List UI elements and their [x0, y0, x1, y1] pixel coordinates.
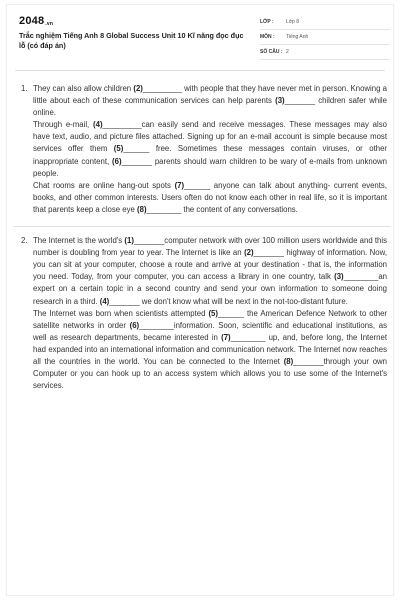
blank-number: (8) [283, 356, 294, 366]
paragraph [33, 180, 387, 216]
meta-row-class [260, 15, 390, 30]
worksheet-page [6, 4, 394, 596]
question-body [33, 235, 387, 392]
paragraph-text: _______ highway of information. Now, you can sit at your computer, choose a route and arrive at your destination - that is, the information you need. Today, from your computer, you can access a library in one country, talk [33, 248, 387, 282]
paragraph-text: _________can easily send and receive messages. These messages may also have text, audio, and picture files attached. Signing up for an e-mail account is simple because most services offer them [33, 120, 387, 154]
question-number: 2. [21, 236, 28, 246]
meta-label: MÔN : [260, 34, 275, 40]
meta-value: Lớp 8 [286, 19, 300, 25]
blank-number: (5) [113, 144, 124, 154]
blank-number: (2) [244, 248, 254, 258]
meta-value: Tiếng Anh [286, 34, 309, 40]
meta-value: 2 [286, 49, 289, 55]
questions-content [21, 83, 387, 392]
paragraph-text: ______ free. Sometimes these messages contain viruses, or other inappropriate content, [33, 144, 387, 166]
paragraph-text: ________information. Soon, scientific and educational institutions, as well as research departments, became interested in [33, 320, 388, 342]
worksheet-header [15, 5, 385, 71]
paragraph [33, 308, 387, 393]
question-body [33, 83, 387, 216]
blank-number: (6) [129, 320, 140, 330]
meta-row-count [260, 45, 390, 60]
paragraph-text: _________ with people that they have never met in person. Knowing a little about each of these communication services can help parents [33, 84, 387, 106]
paragraph-text: _______through your own Computer or you can hook up to an access system which allows you to use some of the Internet's services. [33, 356, 387, 391]
paragraph-text: ______ anyone can talk about anything- current events, books, and other common interests. Users often do not know each other in real life, so it is important that parents keep a close eye [33, 180, 387, 214]
paragraph-text: ________ up, and, before long, the Internet had expanded into an international information and communication network. The Internet now reaches all the countries in the world. You can be connected to the Internet [33, 332, 387, 366]
blank-number: (7) [221, 332, 231, 342]
blank-number: (6) [112, 156, 122, 166]
blank-number: (3) [334, 272, 344, 282]
blank-number: (8) [137, 204, 147, 214]
paragraph-text: The Internet was born when scientists attempted [33, 308, 209, 318]
blank-number: (2) [133, 84, 143, 93]
paragraph-text: Chat rooms are online hang-out spots [33, 180, 175, 190]
paragraph-text: The Internet is the world's [33, 236, 125, 246]
paragraph-text: _______ children safer while online. [33, 96, 387, 118]
question-number: 1. [21, 84, 28, 93]
paragraph [33, 235, 387, 308]
paragraph-text: _______ we don't know what will be next in the not-too-distant future. [109, 296, 348, 306]
blank-number: (5) [208, 308, 218, 318]
site-logo[interactable]: 2048.vn [19, 15, 54, 27]
question-2 [21, 235, 387, 392]
blank-number: (4) [99, 296, 110, 306]
paragraph-text: _______computer network with over 100 million users worldwide and this number is doubling from year to year. The Internet is like an [33, 236, 387, 258]
paragraph-text: _______ parents should warn children to be wary of e-mails from unknown people. [33, 156, 387, 178]
question-divider [13, 226, 391, 227]
blank-number: (4) [93, 120, 103, 130]
paragraph [33, 83, 387, 119]
paragraph-text: Through e-mail, [33, 120, 94, 130]
blank-number: (7) [174, 180, 185, 190]
meta-row-subject [260, 30, 390, 45]
meta-label: LỚP : [260, 19, 274, 25]
paragraph-text: ________ the content of any conversations. [146, 204, 298, 214]
paragraph-text: ________an expert on a certain topic in a second country and send your own information to someone doing research in a third. [33, 272, 387, 306]
question-1 [21, 83, 387, 216]
blank-number: (3) [275, 96, 285, 106]
document-title: Trắc nghiệm Tiếng Anh 8 Global Success Unit 10 Kĩ năng đọc đục lỗ (có đáp án) [19, 31, 244, 50]
blank-number: (1) [124, 236, 134, 246]
meta-table [260, 15, 390, 60]
paragraph [33, 119, 387, 179]
paragraph-text: They can also allow children [33, 84, 134, 93]
paragraph-text: ______ the American Defence Network to other satellite networks in order [33, 308, 388, 330]
meta-label: SỐ CÂU : [260, 49, 283, 55]
